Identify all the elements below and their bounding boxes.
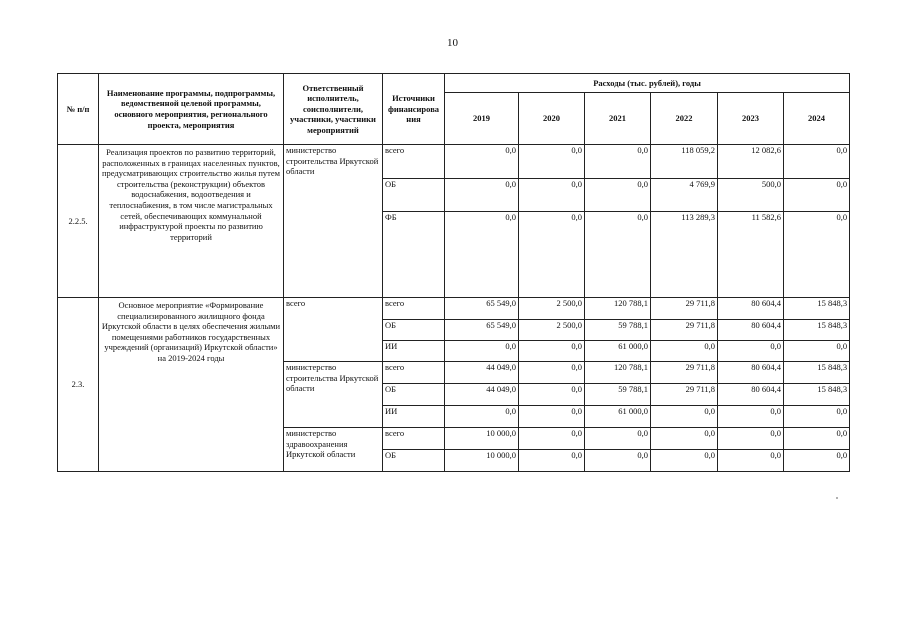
value-cell: 0,0 (718, 450, 784, 472)
value-cell: 65 549,0 (445, 298, 519, 320)
value-cell: 10 000,0 (445, 450, 519, 472)
value-cell: 0,0 (445, 341, 519, 362)
value-cell: 15 848,3 (784, 298, 850, 320)
table-row (58, 145, 850, 179)
value-cell: 65 549,0 (445, 320, 519, 341)
value-cell: 61 000,0 (585, 406, 651, 428)
value-cell: 61 000,0 (585, 341, 651, 362)
executor-cell: министерство строительства Иркутской области (284, 362, 383, 428)
source-cell: ОБ (383, 320, 445, 341)
value-cell: 0,0 (585, 145, 651, 179)
header-expenses: Расходы (тыс. рублей), годы (445, 74, 850, 93)
table-row (58, 298, 850, 320)
value-cell: 0,0 (519, 212, 585, 298)
header-year: 2020 (519, 93, 585, 145)
value-cell: 29 711,8 (651, 384, 718, 406)
value-cell: 0,0 (784, 212, 850, 298)
value-cell: 0,0 (519, 450, 585, 472)
value-cell: 0,0 (718, 406, 784, 428)
activity-name: Основное мероприятие «Формирование специализированного жилищного фонда Иркутской области в целях обеспечения жилыми помещениями работников государственных учреждений (организаций) Иркутской области» на 2019-2024 годы (99, 298, 284, 472)
source-cell: всего (383, 362, 445, 384)
value-cell: 4 769,9 (651, 179, 718, 212)
value-cell: 29 711,8 (651, 362, 718, 384)
value-cell: 80 604,4 (718, 362, 784, 384)
value-cell: 44 049,0 (445, 362, 519, 384)
value-cell: 0,0 (784, 145, 850, 179)
value-cell: 2 500,0 (519, 320, 585, 341)
value-cell: 29 711,8 (651, 320, 718, 341)
value-cell: 2 500,0 (519, 298, 585, 320)
value-cell: 0,0 (585, 212, 651, 298)
value-cell: 59 788,1 (585, 320, 651, 341)
value-cell: 0,0 (519, 362, 585, 384)
value-cell: 0,0 (585, 428, 651, 450)
value-cell: 0,0 (784, 428, 850, 450)
value-cell: 0,0 (718, 428, 784, 450)
value-cell: 120 788,1 (585, 298, 651, 320)
value-cell: 0,0 (519, 384, 585, 406)
value-cell: 0,0 (784, 450, 850, 472)
row-number: 2.2.5. (58, 145, 99, 298)
value-cell: 59 788,1 (585, 384, 651, 406)
value-cell: 0,0 (519, 145, 585, 179)
source-cell: всего (383, 428, 445, 450)
source-cell: ОБ (383, 450, 445, 472)
source-cell: всего (383, 145, 445, 179)
scan-speck (836, 497, 838, 499)
budget-table (57, 73, 850, 472)
page-number: 10 (447, 37, 458, 49)
source-cell: ОБ (383, 384, 445, 406)
value-cell: 0,0 (651, 450, 718, 472)
value-cell: 0,0 (445, 212, 519, 298)
activity-name: Реализация проектов по развитию территорий, расположенных в границах населенных пунктов, предусматривающих строительство жилья путем строительства (реконструкции) объектов водоснабжения, водоотведения и теплоснабжения, в том числе магистральных сетей, обеспечивающих коммунальной инфраструктурой проекты по развитию территорий (99, 145, 284, 298)
value-cell: 120 788,1 (585, 362, 651, 384)
value-cell: 0,0 (519, 179, 585, 212)
executor-cell: министерство строительства Иркутской области (284, 145, 383, 298)
value-cell: 12 082,6 (718, 145, 784, 179)
header-year: 2021 (585, 93, 651, 145)
value-cell: 0,0 (519, 428, 585, 450)
value-cell: 0,0 (519, 406, 585, 428)
value-cell: 0,0 (651, 341, 718, 362)
value-cell: 0,0 (445, 145, 519, 179)
source-cell: ИИ (383, 341, 445, 362)
value-cell: 10 000,0 (445, 428, 519, 450)
executor-cell: всего (284, 298, 383, 362)
value-cell: 80 604,4 (718, 298, 784, 320)
header-year: 2019 (445, 93, 519, 145)
value-cell: 15 848,3 (784, 362, 850, 384)
value-cell: 0,0 (651, 428, 718, 450)
value-cell: 0,0 (784, 406, 850, 428)
header-year: 2023 (718, 93, 784, 145)
value-cell: 80 604,4 (718, 320, 784, 341)
header-name: Наименование программы, подпрограммы, ведомственной целевой программы, основного мероприятия, регионального проекта, мероприятия (99, 74, 284, 145)
value-cell: 11 582,6 (718, 212, 784, 298)
header-year: 2024 (784, 93, 850, 145)
value-cell: 500,0 (718, 179, 784, 212)
source-cell: ФБ (383, 212, 445, 298)
value-cell: 113 289,3 (651, 212, 718, 298)
source-cell: всего (383, 298, 445, 320)
value-cell: 0,0 (445, 179, 519, 212)
value-cell: 15 848,3 (784, 320, 850, 341)
value-cell: 0,0 (784, 179, 850, 212)
row-number: 2.3. (58, 298, 99, 472)
value-cell: 29 711,8 (651, 298, 718, 320)
value-cell: 0,0 (445, 406, 519, 428)
header-num: № п/п (58, 74, 99, 145)
value-cell: 0,0 (651, 406, 718, 428)
source-cell: ОБ (383, 179, 445, 212)
value-cell: 80 604,4 (718, 384, 784, 406)
header-source: Источники финансирова ния (383, 74, 445, 145)
value-cell: 0,0 (718, 341, 784, 362)
value-cell: 44 049,0 (445, 384, 519, 406)
header-year: 2022 (651, 93, 718, 145)
value-cell: 0,0 (585, 179, 651, 212)
value-cell: 0,0 (784, 341, 850, 362)
executor-cell: министерство здравоохранения Иркутской области (284, 428, 383, 472)
value-cell: 0,0 (519, 341, 585, 362)
value-cell: 15 848,3 (784, 384, 850, 406)
source-cell: ИИ (383, 406, 445, 428)
value-cell: 0,0 (585, 450, 651, 472)
header-executor: Ответственный исполнитель, соисполнители, участники, участники мероприятий (284, 74, 383, 145)
value-cell: 118 059,2 (651, 145, 718, 179)
